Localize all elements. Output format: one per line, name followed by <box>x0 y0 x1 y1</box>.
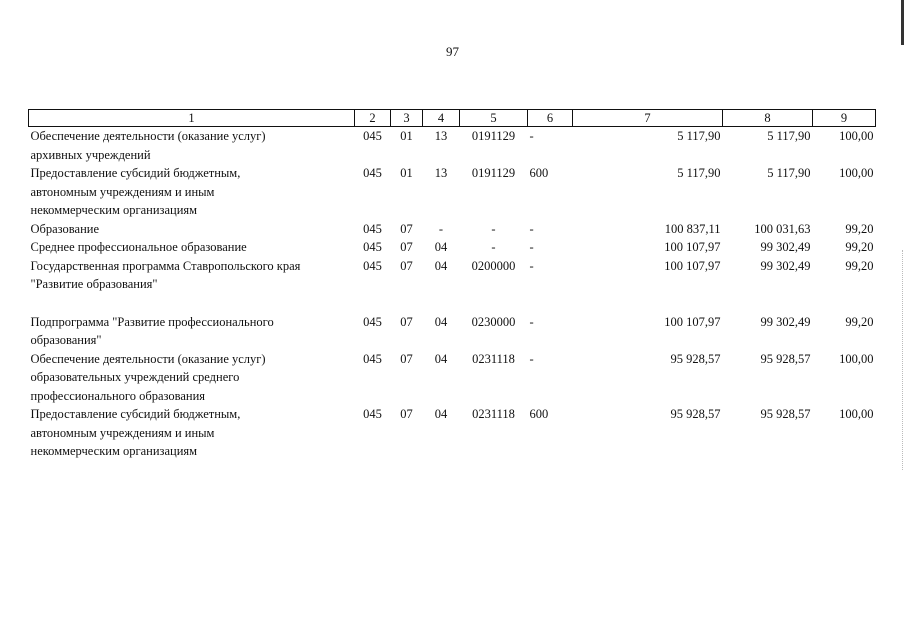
budget-table <box>28 109 876 461</box>
cell-col-7: 100 837,11 <box>664 221 721 236</box>
row-name-line: Обеспечение деятельности (оказание услуг) <box>30 351 266 366</box>
row-name-line: профессионального образования <box>30 388 206 403</box>
cell-col-8: 5 117,90 <box>767 166 811 180</box>
cell-col-4: 04 <box>434 407 448 421</box>
row-name <box>29 313 355 350</box>
cell-col-6: - <box>529 351 534 366</box>
row-name <box>29 350 355 406</box>
page-number: 97 <box>446 44 459 59</box>
cell-col-4: 13 <box>434 166 448 180</box>
header-cell-4: 4 <box>423 110 460 127</box>
row-name-line: Образование <box>30 221 100 236</box>
row-name-line: Подпрограмма "Развитие профессионального <box>30 314 274 329</box>
table-row <box>29 257 876 294</box>
scan-edge-mark <box>901 0 904 45</box>
cell-col-9: 99,20 <box>845 314 874 329</box>
row-name <box>29 405 355 461</box>
table-row <box>29 220 876 239</box>
cell-col-6: - <box>529 240 534 254</box>
cell-col-2: 045 <box>363 166 382 180</box>
cell-col-6: 600 <box>529 166 549 180</box>
cell-col-5: 0191129 <box>471 129 516 143</box>
table-header <box>29 110 876 127</box>
header-cell-9: 9 <box>813 110 876 127</box>
cell-col-8: 99 302,49 <box>760 258 811 273</box>
cell-col-7: 100 107,97 <box>664 314 721 329</box>
row-name-line: Государственная программа Ставропольского края <box>30 258 301 273</box>
cell-col-3: 07 <box>400 407 413 421</box>
cell-col-7: 100 107,97 <box>664 258 721 273</box>
row-name-line: некоммерческим организациям <box>30 203 198 217</box>
cell-col-3: 07 <box>400 258 413 273</box>
row-name-line: автономным учреждениям и иным <box>30 425 215 440</box>
row-name-line: архивных учреждений <box>30 147 151 162</box>
row-spacer <box>29 294 876 313</box>
cell-col-5: 0200000 <box>471 258 516 273</box>
cell-col-2: 045 <box>363 351 382 366</box>
row-name <box>29 164 355 220</box>
cell-col-9: 100,00 <box>839 407 874 421</box>
cell-col-7: 5 117,90 <box>677 166 721 180</box>
cell-col-6: - <box>529 221 534 236</box>
cell-col-3: 07 <box>400 221 413 236</box>
cell-col-6: - <box>529 258 534 273</box>
row-name-line: Среднее профессиональное образование <box>30 240 247 254</box>
cell-col-3: 07 <box>400 351 413 366</box>
cell-col-9: 99,20 <box>845 221 874 236</box>
cell-col-7: 100 107,97 <box>664 240 721 254</box>
cell-col-8: 99 302,49 <box>760 240 811 254</box>
cell-col-4: - <box>438 221 444 236</box>
row-name <box>29 238 355 257</box>
cell-col-9: 100,00 <box>839 351 874 366</box>
cell-col-5: 0230000 <box>471 314 516 329</box>
header-cell-1: 1 <box>29 110 355 127</box>
cell-col-8: 95 928,57 <box>760 407 811 421</box>
cell-col-3: 01 <box>400 166 413 180</box>
table-row <box>29 127 876 165</box>
cell-col-9: 100,00 <box>839 129 874 143</box>
row-name-line: Обеспечение деятельности (оказание услуг) <box>30 129 266 143</box>
cell-col-8: 5 117,90 <box>767 129 811 143</box>
cell-col-4: 13 <box>434 129 448 143</box>
cell-col-7: 95 928,57 <box>670 407 721 421</box>
row-name <box>29 220 355 239</box>
cell-col-2: 045 <box>363 258 382 273</box>
row-name-line: некоммерческим организациям <box>30 444 198 458</box>
cell-col-8: 100 031,63 <box>754 221 811 236</box>
header-cell-7: 7 <box>573 110 723 127</box>
row-name-line: образования" <box>30 333 102 347</box>
cell-col-5: 0231118 <box>472 351 515 366</box>
cell-col-2: 045 <box>363 407 382 421</box>
cell-col-6: 600 <box>529 407 549 421</box>
row-name-line: образовательных учреждений среднего <box>30 370 240 384</box>
row-name-line: автономным учреждениям и иным <box>30 184 215 199</box>
cell-col-2: 045 <box>363 221 382 236</box>
table-row <box>29 164 876 220</box>
cell-col-5: 0191129 <box>471 166 516 180</box>
cell-col-6: - <box>529 314 534 329</box>
cell-col-5: 0231118 <box>472 407 515 421</box>
header-cell-3: 3 <box>391 110 423 127</box>
row-name-line: "Развитие образования" <box>30 277 158 291</box>
cell-col-4: 04 <box>434 351 448 366</box>
cell-col-3: 07 <box>400 240 413 254</box>
header-cell-5: 5 <box>460 110 528 127</box>
table-row <box>29 238 876 257</box>
row-name <box>29 257 355 294</box>
cell-col-9: 99,20 <box>845 240 874 254</box>
table-body <box>29 127 876 461</box>
cell-col-7: 5 117,90 <box>677 129 721 143</box>
cell-col-2: 045 <box>363 129 382 143</box>
cell-col-5: - <box>491 221 496 236</box>
cell-col-4: 04 <box>434 314 448 329</box>
table-row <box>29 313 876 350</box>
cell-col-6: - <box>529 129 534 143</box>
spacer-cell <box>29 294 876 313</box>
cell-col-9: 100,00 <box>839 166 874 180</box>
header-cell-8: 8 <box>723 110 813 127</box>
cell-col-8: 95 928,57 <box>760 351 811 366</box>
row-name-line: Предоставление субсидий бюджетным, <box>30 407 241 421</box>
row-name <box>29 127 355 165</box>
cell-col-2: 045 <box>363 314 382 329</box>
table-row <box>29 405 876 461</box>
header-cell-2: 2 <box>355 110 391 127</box>
cell-col-4: 04 <box>434 258 448 273</box>
cell-col-3: 01 <box>400 129 413 143</box>
cell-col-4: 04 <box>434 240 448 254</box>
scan-edge-dots <box>902 250 904 470</box>
table-row <box>29 350 876 406</box>
cell-col-8: 99 302,49 <box>760 314 811 329</box>
row-name-line: Предоставление субсидий бюджетным, <box>30 166 241 180</box>
cell-col-3: 07 <box>400 314 413 329</box>
cell-col-5: - <box>491 240 496 254</box>
cell-col-9: 99,20 <box>845 258 874 273</box>
cell-col-7: 95 928,57 <box>670 351 721 366</box>
cell-col-2: 045 <box>363 240 382 254</box>
header-cell-6: 6 <box>528 110 573 127</box>
